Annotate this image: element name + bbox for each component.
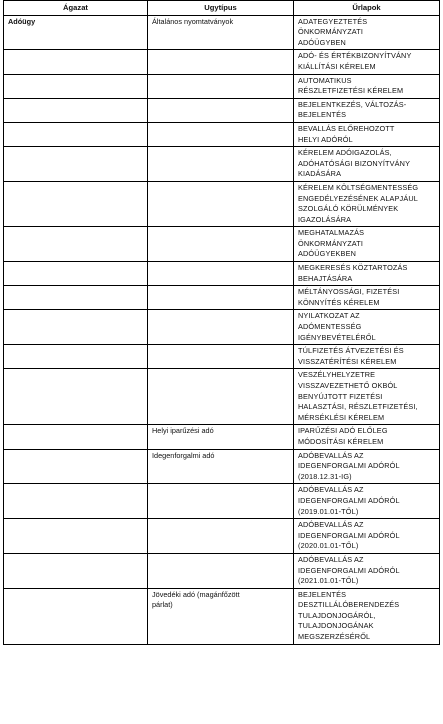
cell-urlap-line: ADÓ- ÉS ÉRTÉKBIZONYÍTVÁNY xyxy=(298,51,412,61)
cell-urlap xyxy=(294,122,440,146)
cell-agazat xyxy=(4,519,148,554)
cell-urlap-line: (2019.01.01-TŐL) xyxy=(298,506,359,516)
table-row xyxy=(4,449,440,484)
cell-agazat xyxy=(4,345,148,369)
cell-urlap-line: DESZTILLÁLÓBERENDEZÉS xyxy=(298,600,400,610)
cell-urlap-line: AUTOMATIKUS xyxy=(298,75,352,85)
cell-urlap-line: IDEGENFORGALMI ADÓRÓL xyxy=(298,495,400,505)
forms-table xyxy=(3,0,440,645)
cell-urlap-line: IGÉNYBEVÉTELÉRŐL xyxy=(298,332,376,342)
cell-urlap-line: BEJELENTKEZÉS, VÁLTOZÁS- xyxy=(298,99,407,109)
cell-urlap xyxy=(294,519,440,554)
cell-ugytipus xyxy=(148,588,294,644)
cell-ugytipus xyxy=(148,553,294,588)
cell-urlap-line: SZOLGÁLÓ KÖRÜLMÉNYEK xyxy=(298,204,399,214)
cell-agazat xyxy=(4,122,148,146)
cell-ugytipus xyxy=(148,484,294,519)
cell-urlap-line: KIADÁSÁRA xyxy=(298,169,342,179)
cell-urlap-line: BEHAJTÁSÁRA xyxy=(298,273,353,283)
cell-urlap-line: MEGHATALMAZÁS xyxy=(298,228,365,238)
header-agazat: Ágazat xyxy=(4,1,148,16)
cell-urlap-line: ADÓHATÓSÁGI BIZONYÍTVÁNY xyxy=(298,158,411,168)
table-row xyxy=(4,147,440,182)
table-row xyxy=(4,484,440,519)
table-body xyxy=(4,15,440,644)
table-row xyxy=(4,262,440,286)
cell-urlap-line: HALASZTÁSI, RÉSZLETFIZETÉSI, xyxy=(298,402,418,412)
cell-urlap-line: (2020.01.01-TŐL) xyxy=(298,541,359,551)
cell-ugytipus xyxy=(148,74,294,98)
cell-urlap-line: RÉSZLETFIZETÉSI KÉRELEM xyxy=(298,86,404,96)
cell-urlap xyxy=(294,50,440,74)
cell-ugytipus xyxy=(148,369,294,425)
cell-ugytipus: Idegenforgalmi adó xyxy=(148,449,294,484)
cell-urlap-line: MEGKERESÉS KÖZTARTOZÁS xyxy=(298,263,408,273)
cell-urlap xyxy=(294,425,440,449)
cell-urlap-line: KIÁLLÍTÁSI KÉRELEM xyxy=(298,61,376,71)
table-row xyxy=(4,98,440,122)
cell-urlap-line: ADÓMENTESSÉG xyxy=(298,322,362,332)
cell-urlap-line: ÖNKORMÁNYZATI xyxy=(298,27,364,37)
cell-urlap-line: ADATEGYEZTETÉS xyxy=(298,16,368,26)
header-row xyxy=(4,1,440,16)
cell-urlap-line: VISSZAVEZETHETŐ OKBÓL xyxy=(298,381,398,390)
cell-ugytipus xyxy=(148,519,294,554)
cell-urlap xyxy=(294,15,440,50)
cell-agazat xyxy=(4,147,148,182)
table-row xyxy=(4,345,440,369)
cell-urlap xyxy=(294,449,440,484)
cell-ugytipus xyxy=(148,50,294,74)
cell-urlap xyxy=(294,181,440,226)
cell-agazat xyxy=(4,553,148,588)
cell-urlap-line: ENGEDÉLYEZÉSÉNEK ALAPJÁUL xyxy=(298,193,419,203)
cell-agazat xyxy=(4,286,148,310)
cell-urlap-line: IDEGENFORGALMI ADÓRÓL xyxy=(298,565,400,575)
cell-agazat xyxy=(4,74,148,98)
cell-urlap xyxy=(294,286,440,310)
cell-urlap-line: IGAZOLÁSÁRA xyxy=(298,214,352,224)
cell-agazat xyxy=(4,50,148,74)
header-urlapok: Űrlapok xyxy=(294,1,440,16)
cell-urlap-line: MÉRSÉKLÉSI KÉRELEM xyxy=(298,412,385,422)
table-row xyxy=(4,181,440,226)
cell-urlap-line: IDEGENFORGALMI ADÓRÓL xyxy=(298,461,400,471)
cell-agazat xyxy=(4,181,148,226)
cell-urlap-line: BEVALLÁS ELŐREHOZOTT xyxy=(298,123,395,133)
cell-agazat xyxy=(4,369,148,425)
cell-ugytipus: Általános nyomtatványok xyxy=(148,15,294,50)
cell-ugytipus xyxy=(148,98,294,122)
cell-urlap-line: TULAJDONJOGÁRÓL, xyxy=(298,610,376,620)
cell-urlap xyxy=(294,588,440,644)
cell-ugytipus xyxy=(148,286,294,310)
header-ugytipus: Ugytípus xyxy=(148,1,294,16)
cell-urlap-line: ADÓBEVALLÁS AZ xyxy=(298,450,364,460)
cell-urlap-line: ADÓBEVALLÁS AZ xyxy=(298,485,364,495)
table-row xyxy=(4,519,440,554)
cell-agazat xyxy=(4,588,148,644)
table-row xyxy=(4,227,440,262)
cell-urlap-line: KÖNNYÍTÉS KÉRELEM xyxy=(298,297,380,307)
cell-agazat xyxy=(4,484,148,519)
table-row xyxy=(4,553,440,588)
cell-urlap-line: BENYÚJTOTT FIZETÉSI xyxy=(298,391,383,401)
cell-ugytipus-line: Jövedéki adó (magánfőzött xyxy=(152,589,240,599)
cell-urlap-line: KÉRELEM ADÓIGAZOLÁS, xyxy=(298,148,392,158)
cell-ugytipus xyxy=(148,181,294,226)
cell-ugytipus xyxy=(148,310,294,345)
cell-urlap-line: (2021.01.01-TŐL) xyxy=(298,576,359,586)
cell-urlap-line: KÉRELEM KÖLTSÉGMENTESSÉG xyxy=(298,182,419,192)
cell-urlap-line: MÓDOSÍTÁSI KÉRELEM xyxy=(298,436,384,446)
cell-urlap-line: ADÓBEVALLÁS AZ xyxy=(298,520,364,530)
cell-urlap xyxy=(294,98,440,122)
cell-urlap-line: ADÓÜGYEKBEN xyxy=(298,249,357,259)
cell-ugytipus xyxy=(148,345,294,369)
cell-urlap-line: ADÓÜGYBEN xyxy=(298,37,346,47)
cell-agazat xyxy=(4,98,148,122)
cell-agazat xyxy=(4,227,148,262)
table-row xyxy=(4,286,440,310)
table-row xyxy=(4,15,440,50)
cell-urlap-line: MEGSZERZÉSÉRŐL xyxy=(298,632,371,642)
table-row xyxy=(4,369,440,425)
cell-urlap xyxy=(294,147,440,182)
cell-urlap xyxy=(294,74,440,98)
table-row xyxy=(4,50,440,74)
cell-ugytipus-line: párlat) xyxy=(152,600,173,610)
cell-urlap xyxy=(294,369,440,425)
cell-urlap xyxy=(294,484,440,519)
cell-urlap-line: ADÓBEVALLÁS AZ xyxy=(298,554,364,564)
table-row xyxy=(4,310,440,345)
cell-urlap xyxy=(294,345,440,369)
cell-urlap-line: TULAJDONJOGÁNAK xyxy=(298,621,374,631)
cell-urlap-line: BEJELENTÉS xyxy=(298,110,347,120)
cell-urlap-line: ÖNKORMÁNYZATI xyxy=(298,238,364,248)
cell-urlap-line: (2018.12.31-IG) xyxy=(298,471,352,481)
table-row xyxy=(4,588,440,644)
cell-urlap-line: VISSZATÉRÍTÉSI KÉRELEM xyxy=(298,356,397,366)
cell-agazat xyxy=(4,310,148,345)
cell-urlap-line: IPARŰZÉSI ADÓ ELŐLEG xyxy=(298,426,388,436)
cell-urlap-line: BEJELENTÉS xyxy=(298,589,347,599)
cell-agazat: Adóügy xyxy=(4,15,148,50)
cell-urlap-line: VESZÉLYHELYZETRE xyxy=(298,370,376,380)
cell-urlap xyxy=(294,553,440,588)
cell-urlap-line: IDEGENFORGALMI ADÓRÓL xyxy=(298,530,400,540)
table-header xyxy=(4,1,440,16)
cell-urlap xyxy=(294,262,440,286)
cell-urlap-line: NYILATKOZAT AZ xyxy=(298,311,360,321)
cell-ugytipus xyxy=(148,147,294,182)
cell-ugytipus xyxy=(148,262,294,286)
cell-urlap-line: TÚLFIZETÉS ÁTVEZETÉSI ÉS xyxy=(298,346,404,356)
cell-agazat xyxy=(4,449,148,484)
table-row xyxy=(4,122,440,146)
cell-urlap-line: HELYI ADÓRÓL xyxy=(298,134,353,144)
cell-ugytipus xyxy=(148,122,294,146)
table-row xyxy=(4,74,440,98)
cell-agazat xyxy=(4,262,148,286)
cell-urlap xyxy=(294,227,440,262)
cell-agazat xyxy=(4,425,148,449)
cell-ugytipus: Helyi iparűzési adó xyxy=(148,425,294,449)
cell-urlap xyxy=(294,310,440,345)
table-row xyxy=(4,425,440,449)
cell-urlap-line: MÉLTÁNYOSSÁGI, FIZETÉSI xyxy=(298,287,400,297)
cell-ugytipus xyxy=(148,227,294,262)
